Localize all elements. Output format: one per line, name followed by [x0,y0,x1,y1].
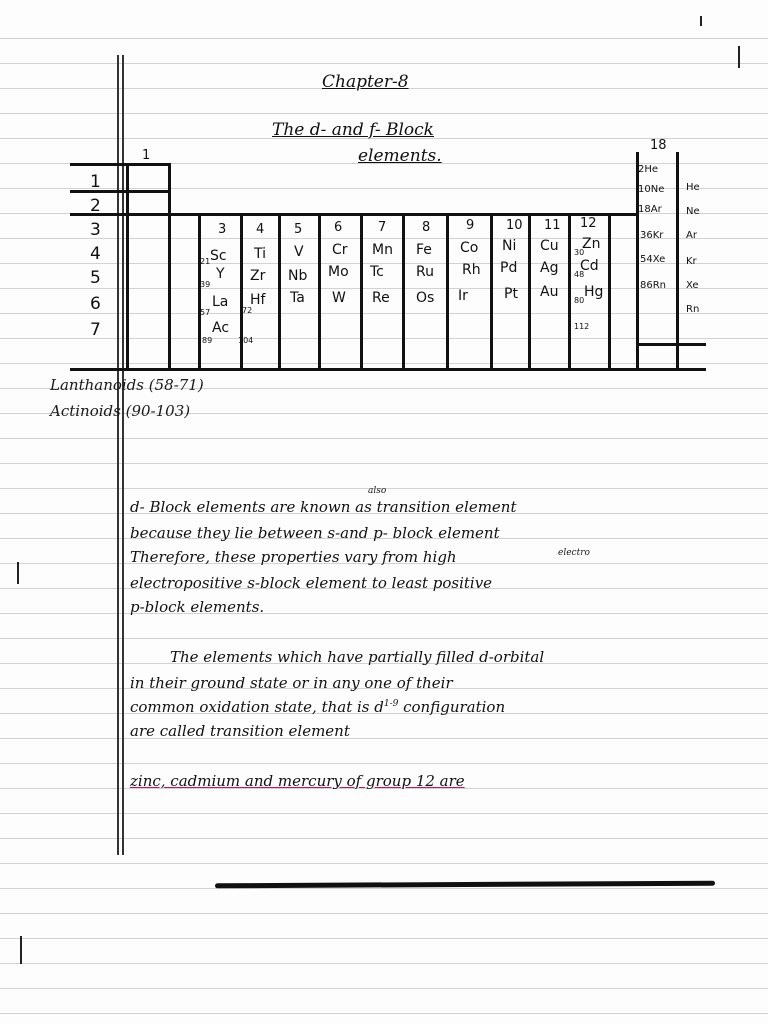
group-label: 3 [218,222,227,237]
period-label: 2 [90,196,101,216]
insertion-also: also [368,486,387,496]
noble-gas: 36Kr [640,230,664,241]
element-symbol: Zn [582,236,601,252]
para1-line: because they lie between s-and p- block element [130,524,500,542]
group-label: 9 [466,218,475,233]
group-label: 4 [256,222,265,237]
element-symbol: Ru [416,264,434,280]
element-symbol: Pd [500,260,518,276]
element-symbol: Cu [540,238,559,254]
period-label: 5 [90,268,101,288]
noble-gas: 2He [638,164,659,175]
lanthanoids-note: Lanthanoids (58-71) [50,376,204,394]
para2-line: are called transition element [130,722,350,740]
element-symbol: Ac [212,320,230,336]
para1-line: Therefore, these properties vary from high [130,548,457,566]
atomic-number: 112 [574,322,590,331]
chapter-subtitle: The d- and f- Block [272,120,434,140]
group-label: 11 [544,218,561,233]
chapter-subtitle-2: elements. [358,146,442,166]
element-symbol: Cd [580,258,599,274]
group-label: 12 [580,216,597,231]
element-symbol: Au [540,284,559,300]
pen-mark [17,562,19,584]
noble-gas: 18Ar [638,204,662,215]
pen-mark [738,46,740,68]
edge-element: Xe [686,280,699,291]
para2-line: The elements which have partially filled d-orbital [170,648,545,666]
element-symbol: Fe [416,242,432,258]
edge-element: He [686,182,700,193]
para2-text: common oxidation state, that is d [130,698,384,716]
chapter-title: Chapter-8 [322,72,409,92]
element-symbol: Ni [502,238,517,254]
para1-line: p-block elements. [130,598,265,616]
para1-line: d- Block elements are known as transition element [130,498,517,516]
element-symbol: Mo [328,264,349,280]
atomic-number: 89 [202,336,213,345]
element-symbol: La [212,294,229,310]
element-symbol: Ti [254,246,267,262]
element-symbol: Cr [332,242,348,258]
group-label: 10 [506,218,523,233]
actinoids-note: Actinoids (90-103) [50,402,191,420]
pen-mark [700,16,702,26]
atomic-number: 57 [200,308,211,317]
para2-text: configuration [398,698,506,716]
atomic-number: 48 [574,270,585,279]
element-symbol: Zr [250,268,266,284]
para2-line: in their ground state or in any one of their [130,674,453,692]
group-label: 7 [378,220,387,235]
atomic-number: 72 [242,306,253,315]
element-symbol: Co [460,240,479,256]
noble-gas: 10Ne [638,184,665,195]
edge-element: Kr [686,256,697,267]
superscript: 1-9 [383,699,399,709]
group-label: 1 [142,148,151,163]
noble-gas: 86Rn [640,280,667,291]
atomic-number: 80 [574,296,585,305]
period-label: 1 [90,172,101,192]
period-label: 6 [90,294,101,314]
atomic-number: 21 [200,257,211,266]
element-symbol: Nb [288,268,308,284]
element-symbol: Os [416,290,435,306]
element-symbol: Hf [250,292,266,308]
group-label: 18 [650,138,667,153]
element-symbol: Pt [504,286,518,302]
element-symbol: Re [372,290,390,306]
group-label: 8 [422,220,431,235]
element-symbol: Sc [210,248,227,264]
atomic-number: 39 [200,280,211,289]
period-label: 3 [90,220,101,240]
element-symbol: Ir [458,288,468,304]
element-symbol: V [294,244,304,260]
bottom-rule [215,881,715,889]
edge-element: Ne [686,206,700,217]
group-label: 6 [334,220,343,235]
element-symbol: W [332,290,346,306]
atomic-number: 30 [574,248,585,257]
para2-line-3 [130,698,505,716]
noble-gas: 54Xe [640,254,666,265]
element-symbol: Hg [584,284,604,300]
element-symbol: Ag [540,260,559,276]
edge-element: Rn [686,304,700,315]
element-symbol: Tc [370,264,384,280]
para3-line: zinc, cadmium and mercury of group 12 are [130,772,465,790]
para1-line: electropositive s-block element to least positive [130,574,493,592]
group-label: 5 [294,222,303,237]
pen-mark [20,936,22,964]
element-symbol: Ta [290,290,305,306]
insertion-electro: electro [558,548,590,558]
edge-element: Ar [686,230,697,241]
atomic-number: 104 [238,336,254,345]
element-symbol: Rh [462,262,481,278]
element-symbol: Mn [372,242,393,258]
period-label: 7 [90,320,101,340]
element-symbol: Y [216,266,225,282]
period-label: 4 [90,244,101,264]
